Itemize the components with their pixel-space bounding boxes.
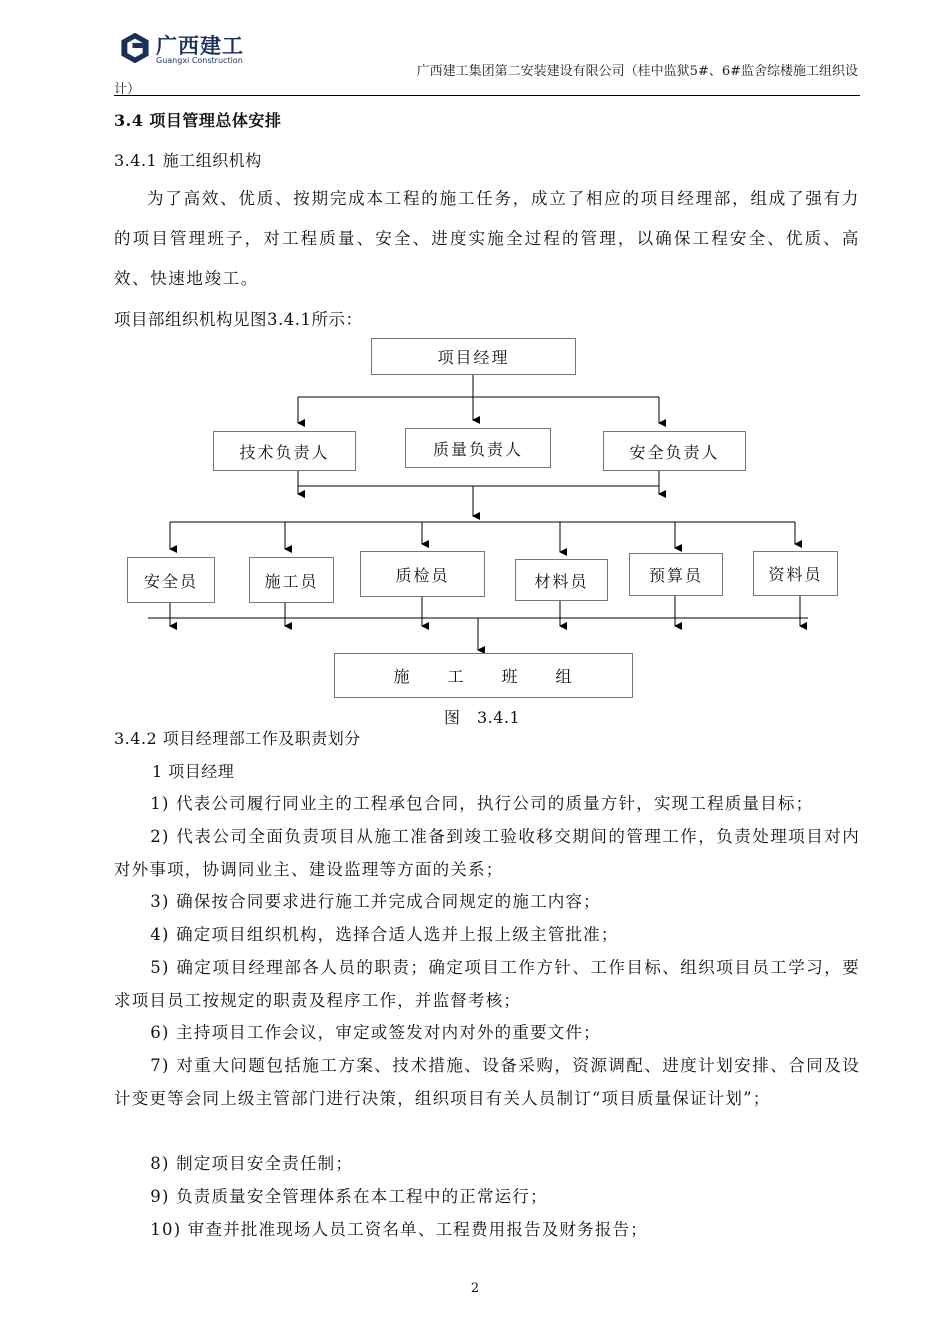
duty-item-4: 4) 确定项目组织机构，选择合适人选并上报上级主管批准； (150, 925, 619, 944)
org-box-safety-officer: 安全员 (127, 557, 215, 603)
duty-item-1: 1) 代表公司履行同业主的工程承包合同，执行公司的质量方针，实现工程质量目标； (150, 794, 814, 813)
duty-item-5: 5) 确定项目经理部各人员的职责；确定项目工作方针、工作目标、组织项目员工学习，要求项目员工按规定的职责及程序工作，并监督考核； (114, 958, 860, 1010)
page-number: 2 (470, 1281, 480, 1296)
duty-item-8: 8) 制定项目安全责任制； (150, 1154, 354, 1173)
figure-caption: 图 3.4.1 (444, 708, 521, 727)
duty-item-6: 6) 主持项目工作会议，审定或签发对内对外的重要文件； (150, 1023, 601, 1042)
org-box-project-manager: 项目经理 (371, 338, 576, 375)
logo-text: 广西建工 (156, 34, 244, 58)
org-box-quality-inspector: 质检员 (360, 551, 485, 597)
org-box-quality-lead: 质量负责人 (405, 428, 551, 468)
org-box-safety-lead: 安全负责人 (603, 431, 746, 471)
org-box-construction-officer: 施工员 (249, 557, 334, 603)
duty-item-7: 7) 对重大问题包括施工方案、技术措施、设备采购，资源调配、进度计划安排、合同及设计变更等会同上级主管部门进行决策，组织项目有关人员制订“项目质量保证计划”； (114, 1056, 860, 1108)
duty-item-3: 3) 确保按合同要求进行施工并完成合同规定的施工内容； (150, 892, 601, 911)
section-heading-3-4-2: 3.4.2 项目经理部工作及职责划分 (114, 729, 361, 748)
duty-item-2: 2) 代表公司全面负责项目从施工准备到竣工验收移交期间的管理工作，负责处理项目对内对外事项，协调同业主、建设监理等方面的关系； (114, 827, 860, 879)
duty-item-10: 10) 审查并批准现场人员工资名单、工程费用报告及财务报告； (150, 1220, 648, 1239)
intro-paragraph: 为了高效、优质、按期完成本工程的施工任务，成立了相应的项目经理部，组成了强有力的项目管理班子，对工程质量、安全、进度实施全过程的管理，以确保工程安全、优质、高效、快速地竣工。 (114, 189, 860, 288)
org-box-technical-lead: 技术负责人 (213, 431, 356, 471)
org-box-budget-officer: 预算员 (629, 553, 723, 596)
header-title: 广西建工集团第二安装建设有限公司（桂中监狱5#、6#监舍综楼施工组织设 (416, 64, 858, 79)
logo-subtext: Guangxi Construction (156, 56, 243, 65)
figure-reference: 项目部组织机构见图3.4.1所示： (114, 310, 363, 329)
duty-item-9: 9) 负责质量安全管理体系在本工程中的正常运行； (150, 1187, 548, 1206)
header-title-continuation: 计） (114, 82, 141, 97)
section-heading-3-4-1: 3.4.1 施工组织机构 (114, 151, 262, 170)
subheading-project-manager: 1 项目经理 (152, 762, 235, 781)
section-heading-3-4: 3.4 项目管理总体安排 (114, 111, 282, 130)
org-box-work-teams: 施 工 班 组 (334, 653, 633, 698)
org-box-document-officer: 资料员 (753, 551, 838, 596)
org-box-material-officer: 材料员 (515, 559, 608, 601)
